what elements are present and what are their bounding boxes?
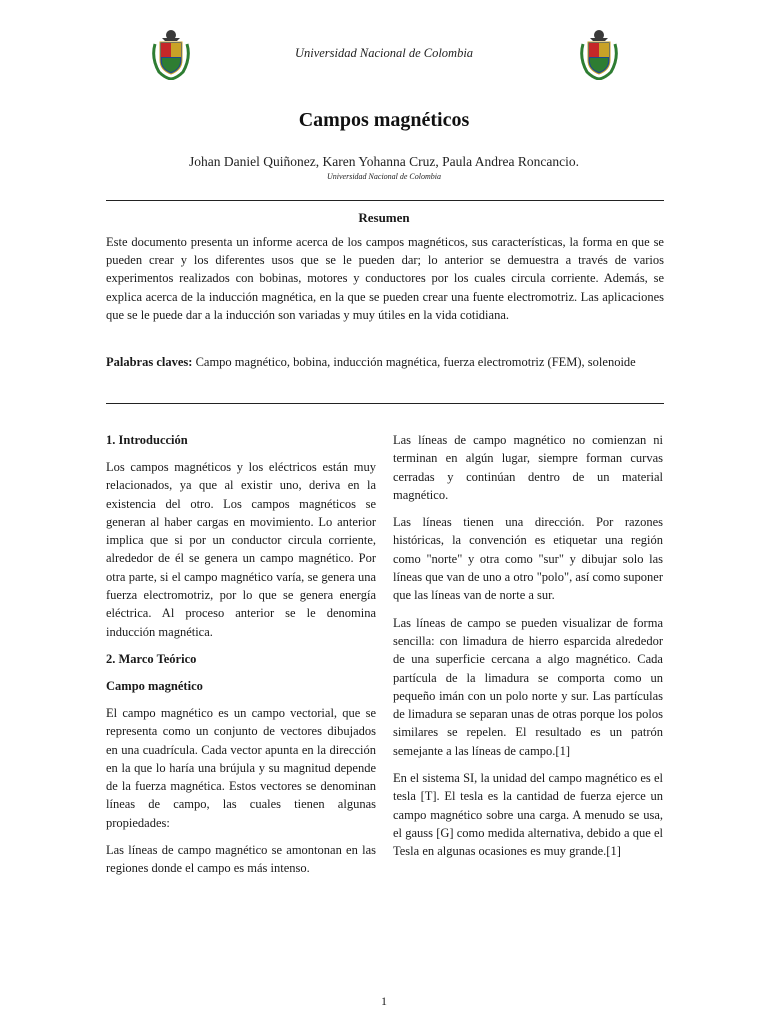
divider [106,403,664,404]
section-heading-marco-teorico: 2. Marco Teórico [106,651,197,666]
affiliation: Universidad Nacional de Colombia [327,172,441,181]
paragraph: Los campos magnéticos y los eléctricos están muy relacionados, ya que al existir uno, deriva en la existencia del otro. Los campos magnéticos se generan al haber cargas en movimiento. Lo anterior implica que si por un conductor circula corriente, alrededor de él se genera un campo magnético. Por otra parte, si el campo magnético varía, se genera una fuerza electromotriz, por lo que se genera energía eléctrica. Al proceso anterior se le denomina inducción magnética. [106,460,376,639]
header-institution: Universidad Nacional de Colombia [294,46,474,60]
paragraph: El campo magnético es un campo vectorial, que se representa como un conjunto de vectores dibujados en una cuadrícula. Cada vector apunta en la dirección en la que lo haría una brújula y su magnitud depende de la fuerza magnética. Estos vectores se denominan líneas de campo, las cuales tienen algunas propiedades: [106,705,376,830]
paragraph: Las líneas de campo magnético no comienzan ni terminan en algún lugar, siempre forman curvas cerradas y continúan dentro de un material magnético. [393,433,663,502]
left-column [106,431,376,887]
divider [106,200,664,201]
paper-title: Campos magnéticos [298,109,470,131]
section-heading-introduction: 1. Introducción [106,433,188,447]
abstract-heading: Resumen [358,210,410,225]
abstract-text: Este documento presenta un informe acerca de los campos magnéticos, sus características, la forma en que se pueden crear y los diferentes usos que se le pueden dar; lo anterior se demuestra a través de varios experimentos realizados con bobinas, motores y conductores por los cuales circula corriente. Además, se explica acerca de la inducción magnética, en la que se pueden crear una fuente electromotriz. Las aplicaciones que se le puede dar a la inducción son variadas y muy útiles en la vida cotidiana. [106,235,664,322]
right-column [393,431,663,870]
paragraph: Las líneas tienen una dirección. Por razones históricas, la convención es etiquetar una región como "norte" y otra como "sur" y dibujar solo las líneas que van de uno a otro "polo", así como suponer que las líneas van de norte a sur. [393,515,663,603]
keywords [106,354,664,372]
authors: Johan Daniel Quiñonez, Karen Yohanna Cruz, Paula Andrea Roncancio. [189,154,579,169]
keywords-text: Campo magnético, bobina, inducción magnética, fuerza electromotriz (FEM), solenoide [192,355,636,369]
paragraph: Las líneas de campo se pueden visualizar de forma sencilla: con limadura de hierro esparcida alrededor de una superficie cercana a algo magnético. Cada partícula de la limadura se comporta como un pequeño imán con un polo norte y sur. Las partículas de limadura se separan unas de otras porque los polos similares se repelen. El resultado es un patrón semejante a las líneas de campo.[1] [393,615,663,758]
page-number: 1 [381,994,387,1008]
keywords-label: Palabras claves: [106,355,193,369]
subsection-heading-campo-magnetico: Campo magnético [106,678,203,693]
paragraph: En el sistema SI, la unidad del campo magnético es el tesla [T]. El tesla es la cantidad de fuerza ejerce un campo magnético sobre una carga. A menudo se usa, el gauss [G] como medida alternativa, debido a que el Tesla en algunas ocasiones es muy grande.[1] [393,771,663,859]
paragraph: Las líneas de campo magnético se amontonan en las regiones donde el campo es más intenso. [106,843,376,876]
